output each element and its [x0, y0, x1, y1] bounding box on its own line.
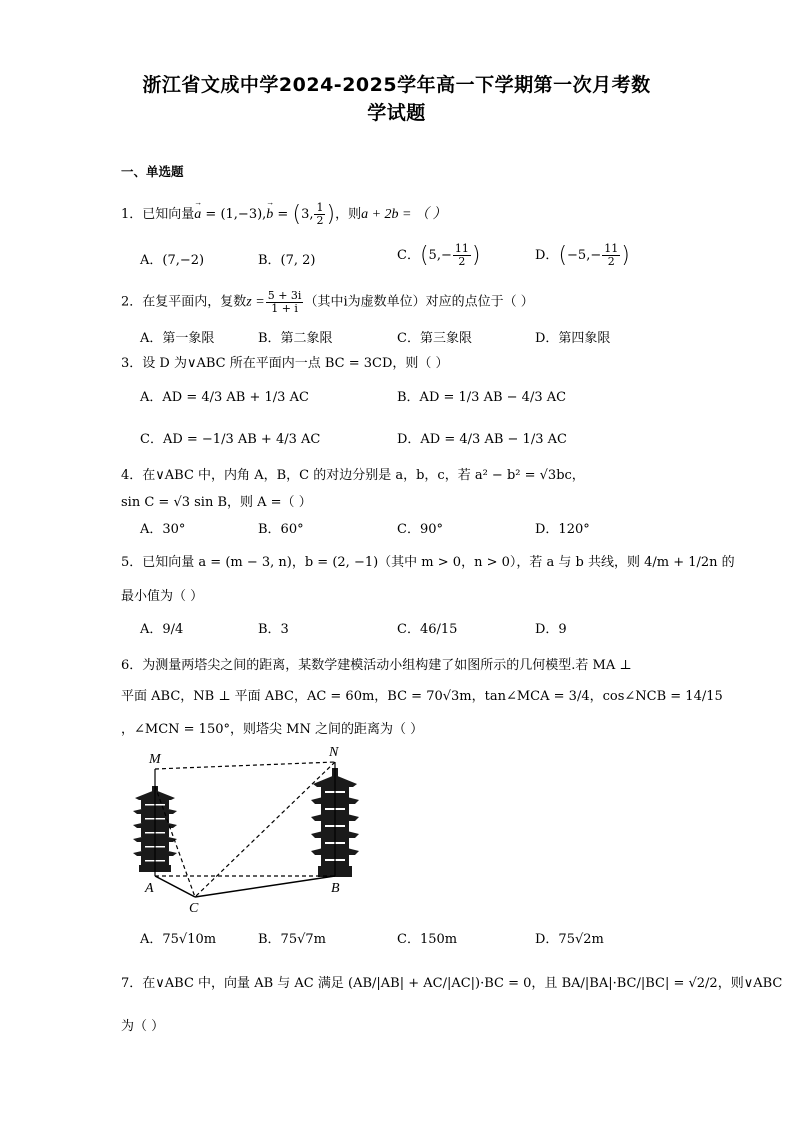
q2-option-a: A．第一象限	[140, 331, 215, 346]
q6-option-c: C．150m	[397, 932, 458, 947]
question-6-line3: ，∠MCN = 150°，则塔尖 MN 之间的距离为（ ）	[121, 722, 424, 737]
label-C: C	[189, 901, 199, 916]
q1-option-a: A．(7,−2)	[140, 253, 205, 268]
q6-option-d: D．75√2m	[535, 932, 604, 947]
q2-option-d: D．第四象限	[535, 331, 611, 346]
question-5-line2: 最小值为（ ）	[121, 589, 204, 604]
question-2: 2．在复平面内，复数z = $\frac{5 + 3i}{1 + i}$ （其中i为虚数单位）对应的点位于（ ）	[121, 289, 534, 315]
q3-option-d: D．AD = 4/3 AB − 1/3 AC	[397, 432, 567, 447]
q1-number: 1．	[121, 207, 143, 222]
q1-option-b: B．(7, 2)	[258, 253, 316, 268]
q1-option-c: C．(5,− $\frac{11}{2}$ )	[397, 242, 481, 268]
question-7-line2: 为（ ）	[121, 1019, 165, 1034]
q4-option-c: C．90°	[397, 522, 443, 537]
q5-option-d: D．9	[535, 622, 567, 637]
q3-option-a: A．AD = 4/3 AB + 1/3 AC	[140, 390, 309, 405]
q4-option-b: B．60°	[258, 522, 304, 537]
question-6: 6．为测量两塔尖之间的距离，某数学建模活动小组构建了如图所示的几何模型.若 MA ⊥	[121, 658, 632, 673]
q2-option-b: B．第二象限	[258, 331, 333, 346]
q6-option-a: A．75√10m	[140, 932, 217, 947]
q5-option-b: B．3	[258, 622, 289, 637]
tower-diagram	[125, 742, 385, 917]
question-1: 1．已知向量→ a = (1,−3),→ b = (3, $\frac{1}{2}$ )，则a + 2b = （ ）	[121, 202, 446, 227]
label-B: B	[331, 881, 340, 896]
question-4: 4．在∨ABC 中，内角 A，B，C 的对边分别是 a，b，c，若 a² − b² = √3bc，	[121, 468, 585, 483]
q6-option-b: B．75√7m	[258, 932, 326, 947]
label-A: A	[145, 881, 154, 896]
q4-option-a: A．30°	[140, 522, 186, 537]
q1-option-d: D．(−5,− $\frac{11}{2}$ )	[535, 242, 630, 268]
page-title-line1: 浙江省文成中学2024-2025学年高一下学期第一次月考数	[142, 74, 651, 96]
q5-option-c: C．46/15	[397, 622, 458, 637]
q3-option-c: C．AD = −1/3 AB + 4/3 AC	[140, 432, 321, 447]
question-5: 5．已知向量 a = (m − 3, n)，b = (2, −1)（其中 m > 0，n > 0），若 a 与 b 共线，则 4/m + 1/2n 的	[121, 555, 735, 570]
section-heading: 一、单选题	[121, 164, 184, 179]
page-title-line2: 学试题	[367, 102, 426, 124]
question-3: 3．设 D 为∨ABC 所在平面内一点 BC = 3CD，则（ ）	[121, 356, 449, 371]
label-M: M	[149, 752, 161, 767]
question-7: 7．在∨ABC 中，向量 AB 与 AC 满足 (AB/|AB| + AC/|AC|)·BC = 0，且 BA/|BA|·BC/|BC| = √2/2，则∨ABC	[121, 976, 783, 991]
q2-option-c: C．第三象限	[397, 331, 472, 346]
q4-option-d: D．120°	[535, 522, 590, 537]
q5-option-a: A．9/4	[140, 622, 184, 637]
question-4-line2: sin C = √3 sin B，则 A =（ ）	[121, 495, 312, 510]
q3-option-b: B．AD = 1/3 AB − 4/3 AC	[397, 390, 567, 405]
label-N: N	[329, 745, 339, 760]
question-6-line2: 平面 ABC，NB ⊥ 平面 ABC，AC = 60m，BC = 70√3m，tan∠MCA = 3/4，cos∠NCB = 14/15	[121, 689, 723, 704]
